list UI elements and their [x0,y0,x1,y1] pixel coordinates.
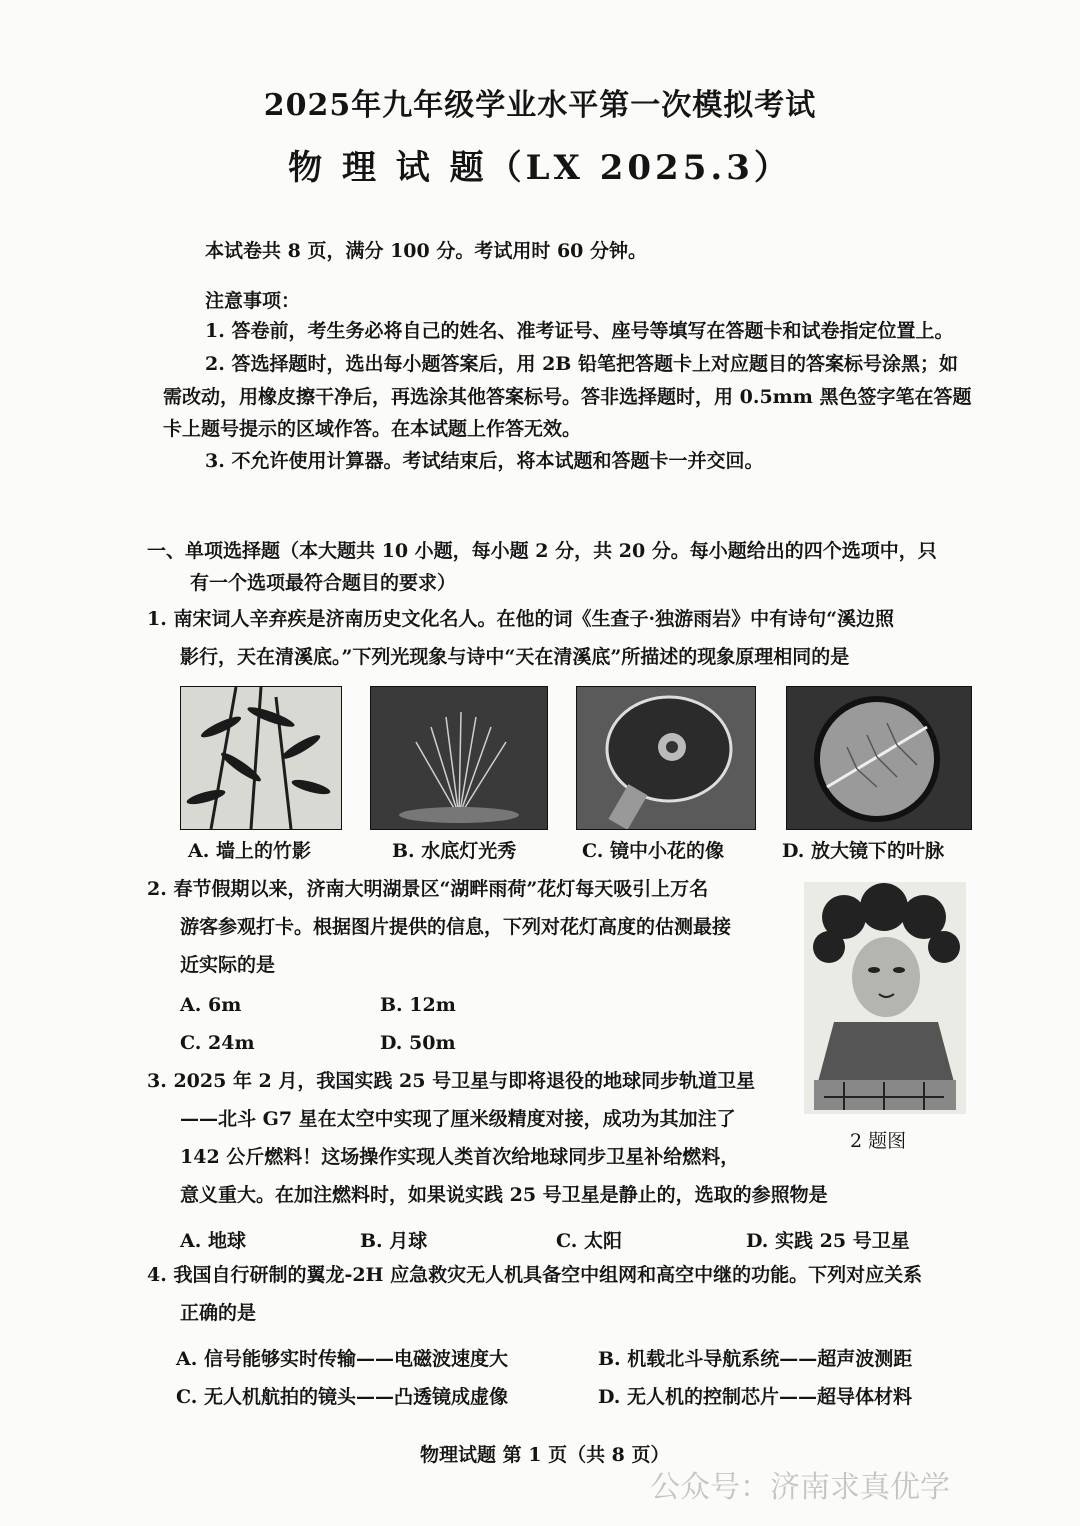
option-d: D. 50m [380,1032,456,1054]
option-d: D. 实践 25 号卫星 [746,1230,910,1252]
exam-title: 2025年九年级学业水平第一次模拟考试 [263,88,817,123]
option-b: B. 机载北斗导航系统——超声波测距 [598,1348,913,1370]
lantern-figure [804,882,966,1114]
underwater-light-image [370,686,548,830]
question-3-text: 意义重大。在加注燃料时，如果说实践 25 号卫星是静止的，选取的参照物是 [180,1184,828,1206]
option-b: B. 水底灯光秀 [392,840,517,862]
notice-line: 卡上题号提示的区域作答。在本试题上作答无效。 [163,418,582,440]
exam-intro: 本试卷共 8 页，满分 100 分。考试用时 60 分钟。 [205,240,648,262]
option-a: A. 信号能够实时传输——电磁波速度大 [176,1348,508,1370]
option-d: D. 无人机的控制芯片——超导体材料 [598,1386,913,1408]
question-1-text: 影行，天在清溪底。”下列光现象与诗中“天在清溪底”所描述的现象原理相同的是 [180,646,850,668]
option-b: B. 月球 [360,1230,428,1252]
notice-line: 2. 答选择题时，选出每小题答案后，用 2B 铅笔把答题卡上对应题目的答案标号涂黑；如 [205,353,958,375]
notice-line: 1. 答卷前，考生务必将自己的姓名、准考证号、座号等填写在答题卡和试卷指定位置上。 [205,320,954,342]
question-3-text: 3. 2025 年 2 月，我国实践 25 号卫星与即将退役的地球同步轨道卫星 [147,1070,756,1092]
option-c: C. 镜中小花的像 [582,840,725,862]
option-b: B. 12m [380,994,456,1016]
magnifier-leaf-image [786,686,972,830]
option-d: D. 放大镜下的叶脉 [782,840,945,862]
mirror-flower-image [576,686,756,830]
question-4-text: 正确的是 [180,1302,257,1324]
option-c: C. 24m [180,1032,255,1054]
exam-subtitle: 物 理 试 题（LX 2025.3） [288,148,792,188]
section-heading: 有一个选项最符合题目的要求） [190,572,457,594]
question-3-text: 142 公斤燃料！这场操作实现人类首次给地球同步卫星补给燃料， [180,1146,740,1168]
question-1-text: 1. 南宋词人辛弃疾是济南历史文化名人。在他的词《生查子·独游雨岩》中有诗句“溪边照 [147,608,894,630]
question-2-text: 2. 春节假期以来，济南大明湖景区“湖畔雨荷”花灯每天吸引上万名 [147,878,709,900]
question-4-text: 4. 我国自行研制的翼龙-2H 应急救灾无人机具备空中组网和高空中继的功能。下列对应关系 [147,1264,923,1286]
notice-heading: 注意事项： [205,290,301,312]
notice-line: 3. 不允许使用计算器。考试结束后，将本试题和答题卡一并交回。 [205,450,764,472]
question-3-text: ——北斗 G7 星在太空中实现了厘米级精度对接，成功为其加注了 [180,1108,736,1130]
page-footer: 物理试题 第 1 页（共 8 页） [420,1444,670,1466]
option-c: C. 无人机航拍的镜头——凸透镜成虚像 [176,1386,509,1408]
question-2-text: 游客参观打卡。根据图片提供的信息，下列对花灯高度的估测最接 [180,916,732,938]
option-a: A. 墙上的竹影 [188,840,311,862]
option-c: C. 太阳 [556,1230,623,1252]
figure-caption: 2 题图 [850,1130,907,1152]
notice-line: 需改动，用橡皮擦干净后，再选涂其他答案标号。答非选择题时，用 0.5mm 黑色签字笔在答题 [163,386,972,408]
option-a: A. 6m [180,994,242,1016]
section-heading: 一、单项选择题（本大题共 10 小题，每小题 2 分，共 20 分。每小题给出的四个选项中，只 [147,540,937,562]
bamboo-shadow-image [180,686,342,830]
watermark: 公众号：济南求真优学 [650,1470,950,1505]
question-2-text: 近实际的是 [180,954,276,976]
option-a: A. 地球 [180,1230,246,1252]
